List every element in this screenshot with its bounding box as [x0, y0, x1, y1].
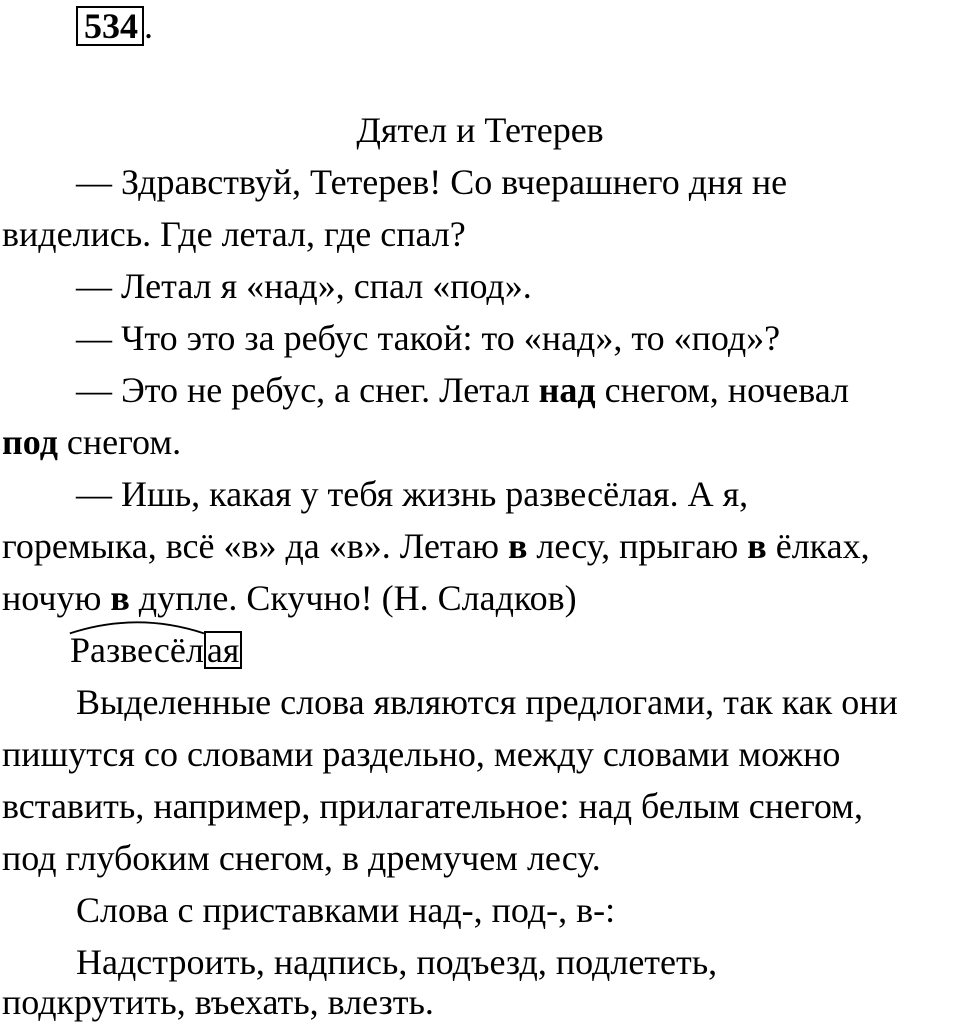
- text-run: снегом.: [57, 422, 182, 462]
- text-run: ночую: [2, 578, 111, 618]
- explanation-line-3: вставить, например, прилагательное: над белым снегом,: [2, 786, 863, 826]
- analyzed-word: [70, 624, 242, 676]
- explanation-line-1: Выделенные слова являются предлогами, так как они: [76, 682, 898, 722]
- highlighted-preposition-pod: под: [2, 422, 58, 462]
- word-ending-box: ая: [204, 631, 243, 669]
- text-run: лесу, прыгаю: [527, 526, 748, 566]
- text-run: ёлках,: [766, 526, 870, 566]
- text-run: горемыка, всё «в» да «в». Летаю: [2, 526, 508, 566]
- highlighted-preposition-v: в: [747, 526, 767, 566]
- explanation-line-4: под глубоким снегом, в дремучем лесу.: [2, 838, 601, 878]
- word-root: [70, 624, 204, 676]
- task-number-dot: .: [144, 6, 153, 46]
- task-number: [76, 6, 153, 46]
- highlighted-preposition-nad: над: [538, 370, 596, 410]
- text-run: — Это не ребус, а снег. Летал: [76, 370, 539, 410]
- text-run: дупле. Скучно! (Н. Сладков): [129, 578, 577, 618]
- story-paragraph-4-line-1: [76, 364, 849, 416]
- text-run: снегом, ночевал: [595, 370, 849, 410]
- story-title: Дятел и Тетерев: [356, 110, 604, 150]
- prefix-words-line-2: подкрутить, въехать, влезть.: [2, 982, 434, 1022]
- story-paragraph-5-line-1: — Ишь, какая у тебя жизнь развесёлая. А я,: [76, 474, 749, 514]
- task-number-box: 534: [76, 6, 144, 46]
- prefix-words-line-1: Надстроить, надпись, подъезд, подлететь,: [76, 942, 718, 982]
- highlighted-preposition-v: в: [507, 526, 528, 566]
- story-paragraph-1-line-1: — Здравствуй, Тетерев! Со вчерашнего дня не: [76, 162, 788, 202]
- morpheme-analysis: [70, 624, 242, 676]
- root-arc-mark: [68, 616, 206, 636]
- story-paragraph-5-line-2: [2, 520, 870, 572]
- story-paragraph-1-line-2: виделись. Где летал, где спал?: [2, 214, 466, 254]
- word-root-text: Развесёл: [70, 630, 204, 670]
- highlighted-preposition-v: в: [110, 578, 130, 618]
- story-paragraph-2: — Летал я «над», спал «под».: [76, 266, 532, 306]
- explanation-line-2: пишутся со словами раздельно, между словами можно: [2, 734, 841, 774]
- story-paragraph-4-line-2: [2, 416, 181, 468]
- story-paragraph-3: — Что это за ребус такой: то «над», то «под»?: [76, 318, 781, 358]
- prefix-words-heading: Слова с приставками над-, под-, в-:: [76, 890, 616, 930]
